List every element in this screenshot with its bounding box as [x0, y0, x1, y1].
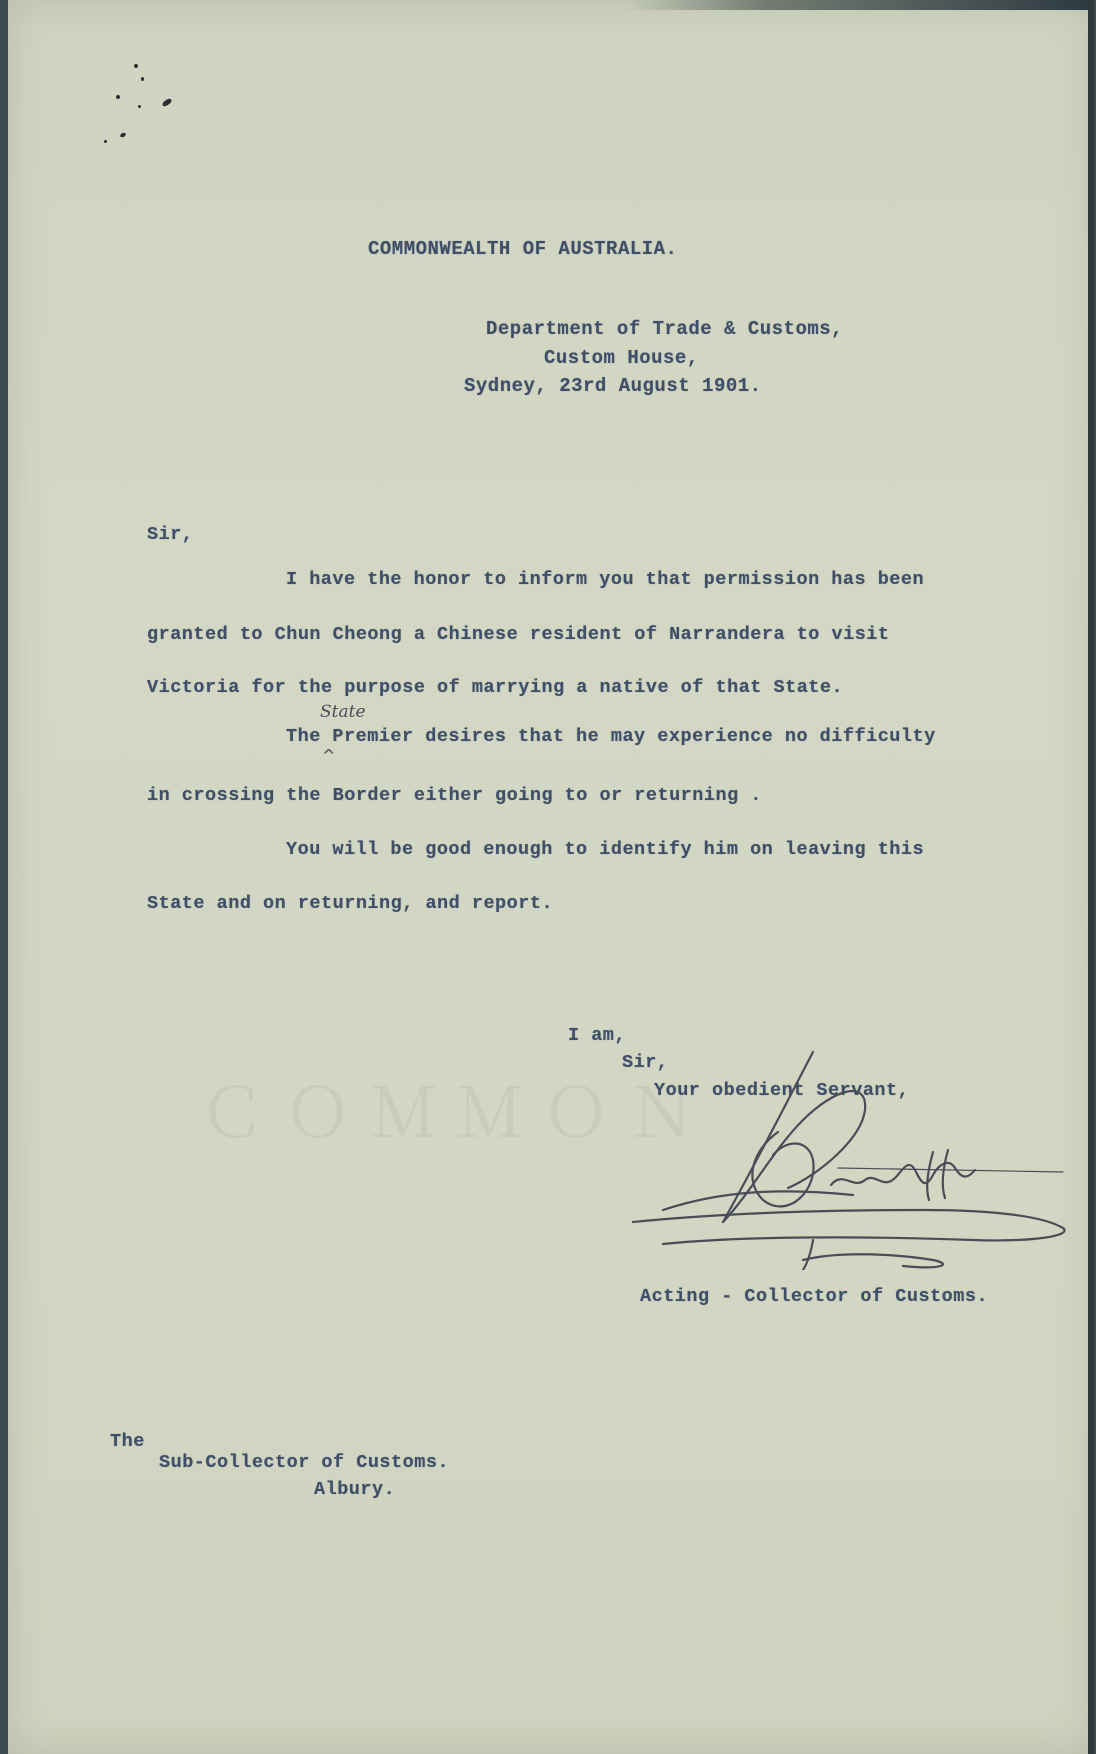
insertion-caret: ^ [322, 746, 336, 765]
letter-sheet [8, 0, 1094, 1754]
addressee-line-3: Albury. [314, 1479, 396, 1500]
body-line-1: I have the honor to inform you that permission has been [286, 569, 925, 590]
right-edge-shadow [1088, 0, 1094, 1754]
place-date-line: Sydney, 23rd August 1901. [464, 375, 762, 397]
letter-heading: COMMONWEALTH OF AUSTRALIA. [368, 238, 678, 260]
body-line-7: State and on returning, and report. [147, 893, 554, 914]
salutation: Sir, [147, 524, 194, 545]
body-line-4: The Premier desires that he may experience no difficulty [286, 726, 936, 747]
closing-line-2: Sir, [622, 1052, 669, 1073]
body-line-3: Victoria for the purpose of marrying a native of that State. [147, 677, 844, 698]
closing-line-1: I am, [568, 1025, 627, 1046]
top-edge-shadow [628, 0, 1088, 10]
handwritten-signature [603, 1040, 1083, 1270]
department-line: Department of Trade & Customs, [486, 318, 844, 340]
signatory-title: Acting - Collector of Customs. [640, 1286, 989, 1307]
handwritten-insertion: State [320, 702, 366, 722]
body-line-2: granted to Chun Cheong a Chinese resident of Narrandera to visit [147, 624, 890, 645]
office-line: Custom House, [544, 347, 699, 369]
bleed-through-marks: ＣＯＭＭＯＮ [198, 1075, 715, 1154]
addressee-line-2: Sub-Collector of Customs. [159, 1452, 450, 1473]
body-line-6: You will be good enough to identify him on leaving this [286, 839, 925, 860]
addressee-line-1: The [110, 1431, 145, 1452]
body-line-5: in crossing the Border either going to or returning . [147, 785, 762, 806]
closing-line-3: Your obedient Servant, [654, 1080, 910, 1101]
